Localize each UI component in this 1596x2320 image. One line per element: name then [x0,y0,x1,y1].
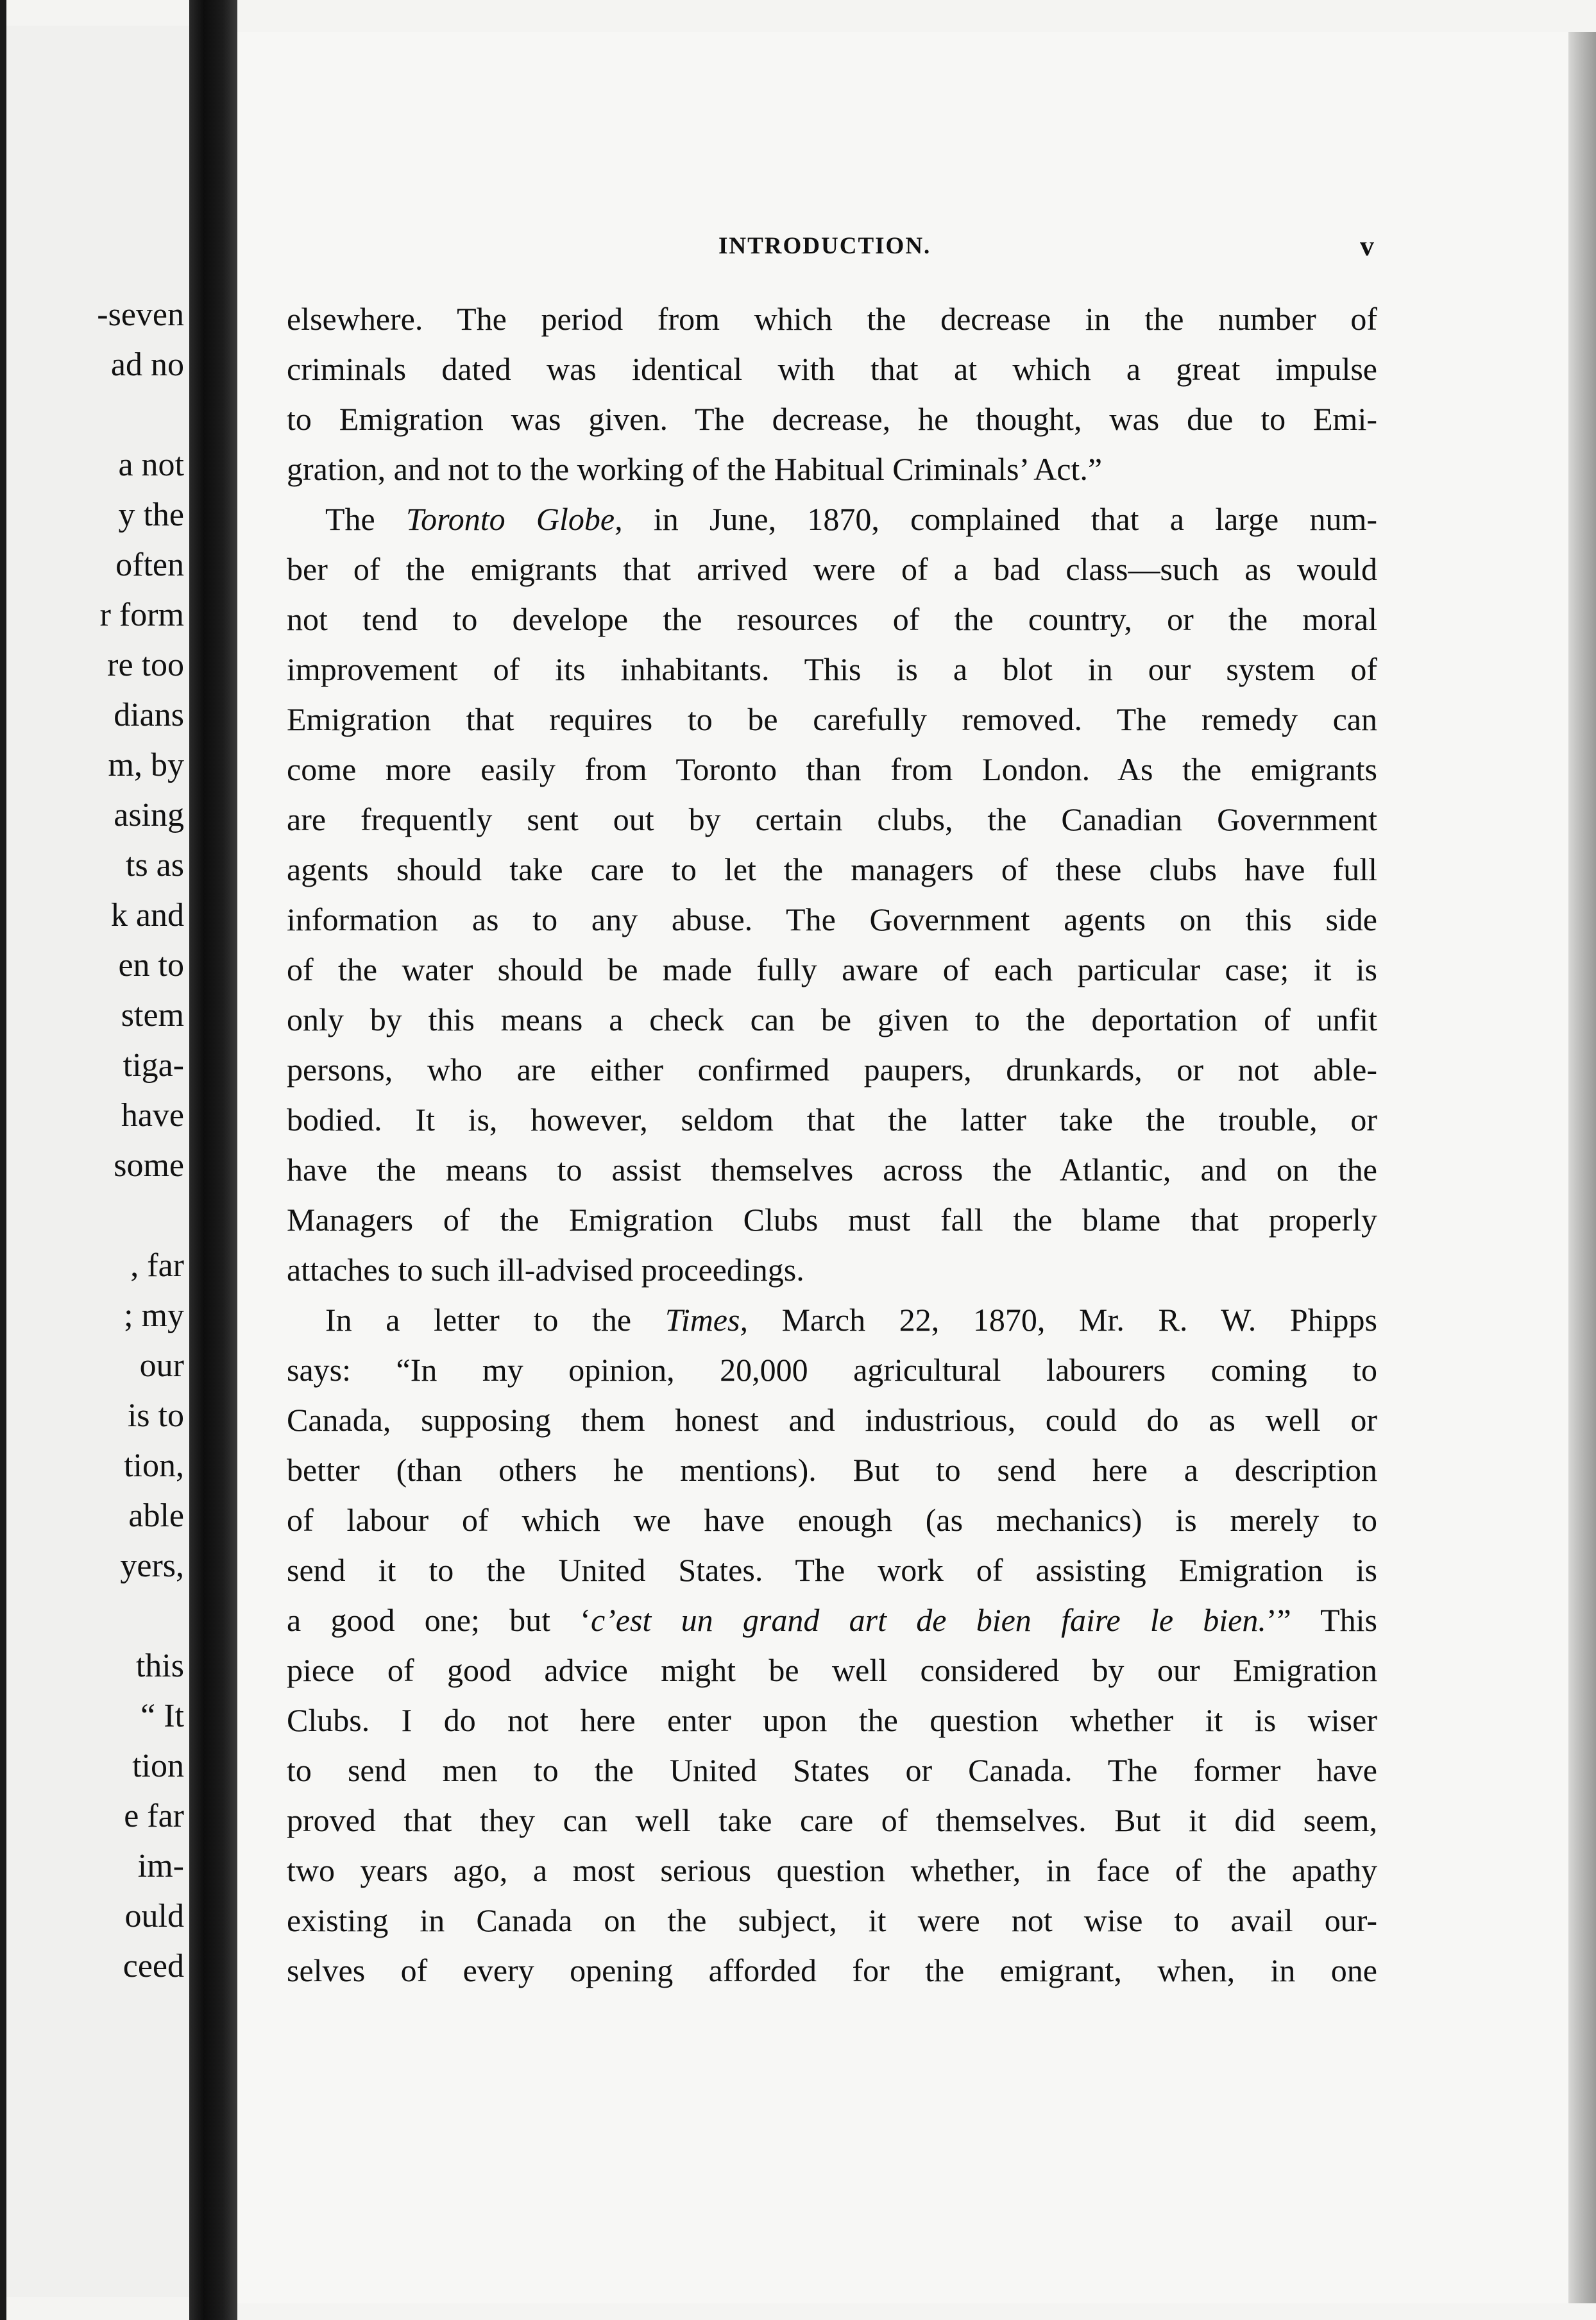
left-page-line: im- [137,1848,184,1884]
left-page-line: ad no [110,346,184,383]
text-segment: in June, 1870, complained that a large num- [622,501,1377,537]
left-page-line: , far [130,1247,184,1284]
text-segment: Clubs. I do not here enter upon the question whether it is wiser [287,1702,1377,1738]
text-segment: attaches to such ill-advised proceedings. [287,1252,804,1288]
left-page-line: r form [99,597,184,633]
text-line [287,944,1377,994]
text-line [287,844,1377,894]
left-page-line [6,390,189,440]
left-page-line: yers, [120,1548,184,1584]
text-segment: have the means to assist themselves across the Atlantic, and on the [287,1152,1377,1188]
text-segment: ’” This [1266,1602,1377,1638]
text-segment: gration, and not to the working of the Habitual Criminals’ Act.” [287,451,1103,487]
text-line [287,1645,1377,1695]
left-page-line [6,1591,189,1641]
book-gutter [189,0,237,2320]
left-page-line: m, by [108,747,184,783]
text-line [287,1795,1377,1845]
left-page-line: stem [121,997,184,1034]
text-line [287,1095,1377,1145]
text-segment: criminals dated was identical with that at which a great impulse [287,351,1377,387]
text-segment: come more easily from Toronto than from London. As the emigrants [287,751,1377,787]
text-line [287,1945,1377,1995]
text-line [287,1295,1377,1345]
italic-text: Times, [665,1302,748,1338]
left-page-line: ceed [123,1948,184,1984]
text-line [287,1245,1377,1295]
text-segment: says: “In my opinion, 20,000 agricultural labourers coming to [287,1352,1377,1388]
text-line [287,1145,1377,1195]
text-segment: ber of the emigrants that arrived were of a bad class—such as would [287,551,1377,587]
left-page-line: this [135,1648,184,1684]
text-segment: are frequently sent out by certain clubs, the Canadian Government [287,801,1377,837]
left-page-line: tiga- [123,1047,184,1084]
text-segment: two years ago, a most serious question whether, in face of the apathy [287,1852,1377,1888]
left-page-line: ts as [126,847,184,883]
text-segment: persons, who are either confirmed paupers, drunkards, or not able- [287,1052,1377,1088]
text-segment: The [325,501,406,537]
left-page-line: y the [118,497,184,533]
text-line [287,1445,1377,1495]
text-segment: Canada, supposing them honest and industrious, could do as well or [287,1402,1377,1438]
text-segment: Managers of the Emigration Clubs must fall the blame that properly [287,1202,1377,1238]
left-page-line: ould [124,1898,184,1934]
text-segment: of labour of which we have enough (as mechanics) is merely to [287,1502,1377,1538]
text-line [287,1545,1377,1595]
text-segment: In a letter to the [325,1302,665,1338]
italic-text: c’est un grand art de bien faire le bien. [590,1602,1266,1638]
left-page-line: re too [107,647,184,683]
left-page-line: a not [118,447,184,483]
text-line [287,1845,1377,1895]
text-segment: only by this means a check can be given to the deportation of unfit [287,1002,1377,1037]
text-line [287,594,1377,644]
left-page-text [6,290,189,1992]
text-segment: agents should take care to let the managers of these clubs have full [287,851,1377,887]
text-line [287,1345,1377,1395]
text-line [287,1495,1377,1545]
text-line [287,444,1377,494]
text-line [287,1745,1377,1795]
scanner-edge-left [0,0,6,2320]
left-page-line: tion, [124,1447,184,1484]
left-page-line: dians [114,697,184,733]
text-segment: to send men to the United States or Canada. The former have [287,1752,1377,1788]
left-page-line: -seven [97,296,184,333]
left-page-line [6,1191,189,1241]
text-segment: March 22, 1870, Mr. R. W. Phipps [747,1302,1377,1338]
text-segment: Emigration that requires to be carefully removed. The remedy can [287,701,1377,737]
text-line [287,1595,1377,1645]
page-edge-right [1568,32,1596,2303]
text-line [287,894,1377,944]
text-line [287,494,1377,544]
text-line [287,744,1377,794]
text-segment: improvement of its inhabitants. This is a blot in our system of [287,651,1377,687]
text-line [287,1395,1377,1445]
left-page-line: ; my [124,1297,184,1334]
text-line [287,1195,1377,1245]
text-line [287,644,1377,694]
text-segment: information as to any abuse. The Government agents on this side [287,901,1377,937]
left-page-line: k and [110,897,184,934]
text-segment: of the water should be made fully aware of each particular case; it is [287,951,1377,987]
text-line [287,344,1377,394]
text-line [287,1695,1377,1745]
italic-text: Toronto Globe, [405,501,623,537]
left-page-line: asing [114,797,184,833]
left-page-line: have [121,1097,184,1134]
text-line [287,694,1377,744]
left-page-line: some [114,1147,184,1184]
text-segment: a good one; but ‘ [287,1602,591,1638]
text-segment: not tend to develope the resources of the country, or the moral [287,601,1377,637]
left-page-line: is to [127,1397,184,1434]
body-text [287,294,1377,1995]
text-segment: elsewhere. The period from which the decrease in the number of [287,301,1377,337]
text-segment: bodied. It is, however, seldom that the latter take the trouble, or [287,1102,1377,1138]
left-page-fragment [6,26,189,2297]
left-page-line: often [115,547,184,583]
left-page-line: our [139,1347,184,1384]
text-line [287,794,1377,844]
left-page-line: en to [118,947,184,984]
text-segment: send it to the United States. The work of assisting Emigration is [287,1552,1377,1588]
text-segment: to Emigration was given. The decrease, he thought, was due to Emi- [287,401,1377,437]
text-line [287,1045,1377,1095]
text-segment: existing in Canada on the subject, it were not wise to avail our- [287,1902,1377,1938]
left-page-line: e far [124,1798,184,1834]
text-segment: selves of every opening afforded for the emigrant, when, in one [287,1952,1377,1988]
page-number: v [1360,230,1374,262]
left-page-line: “ It [140,1698,184,1734]
text-segment: better (than others he mentions). But to send here a description [287,1452,1377,1488]
text-line [287,394,1377,444]
text-segment: proved that they can well take care of themselves. But it did seem, [287,1802,1377,1838]
left-page-line: tion [132,1748,184,1784]
text-line [287,1895,1377,1945]
text-segment: piece of good advice might be well considered by our Emigration [287,1652,1377,1688]
text-line [287,544,1377,594]
left-page-line: able [128,1497,184,1534]
text-line [287,994,1377,1045]
text-line [287,294,1377,344]
running-head: INTRODUCTION. [718,233,931,259]
